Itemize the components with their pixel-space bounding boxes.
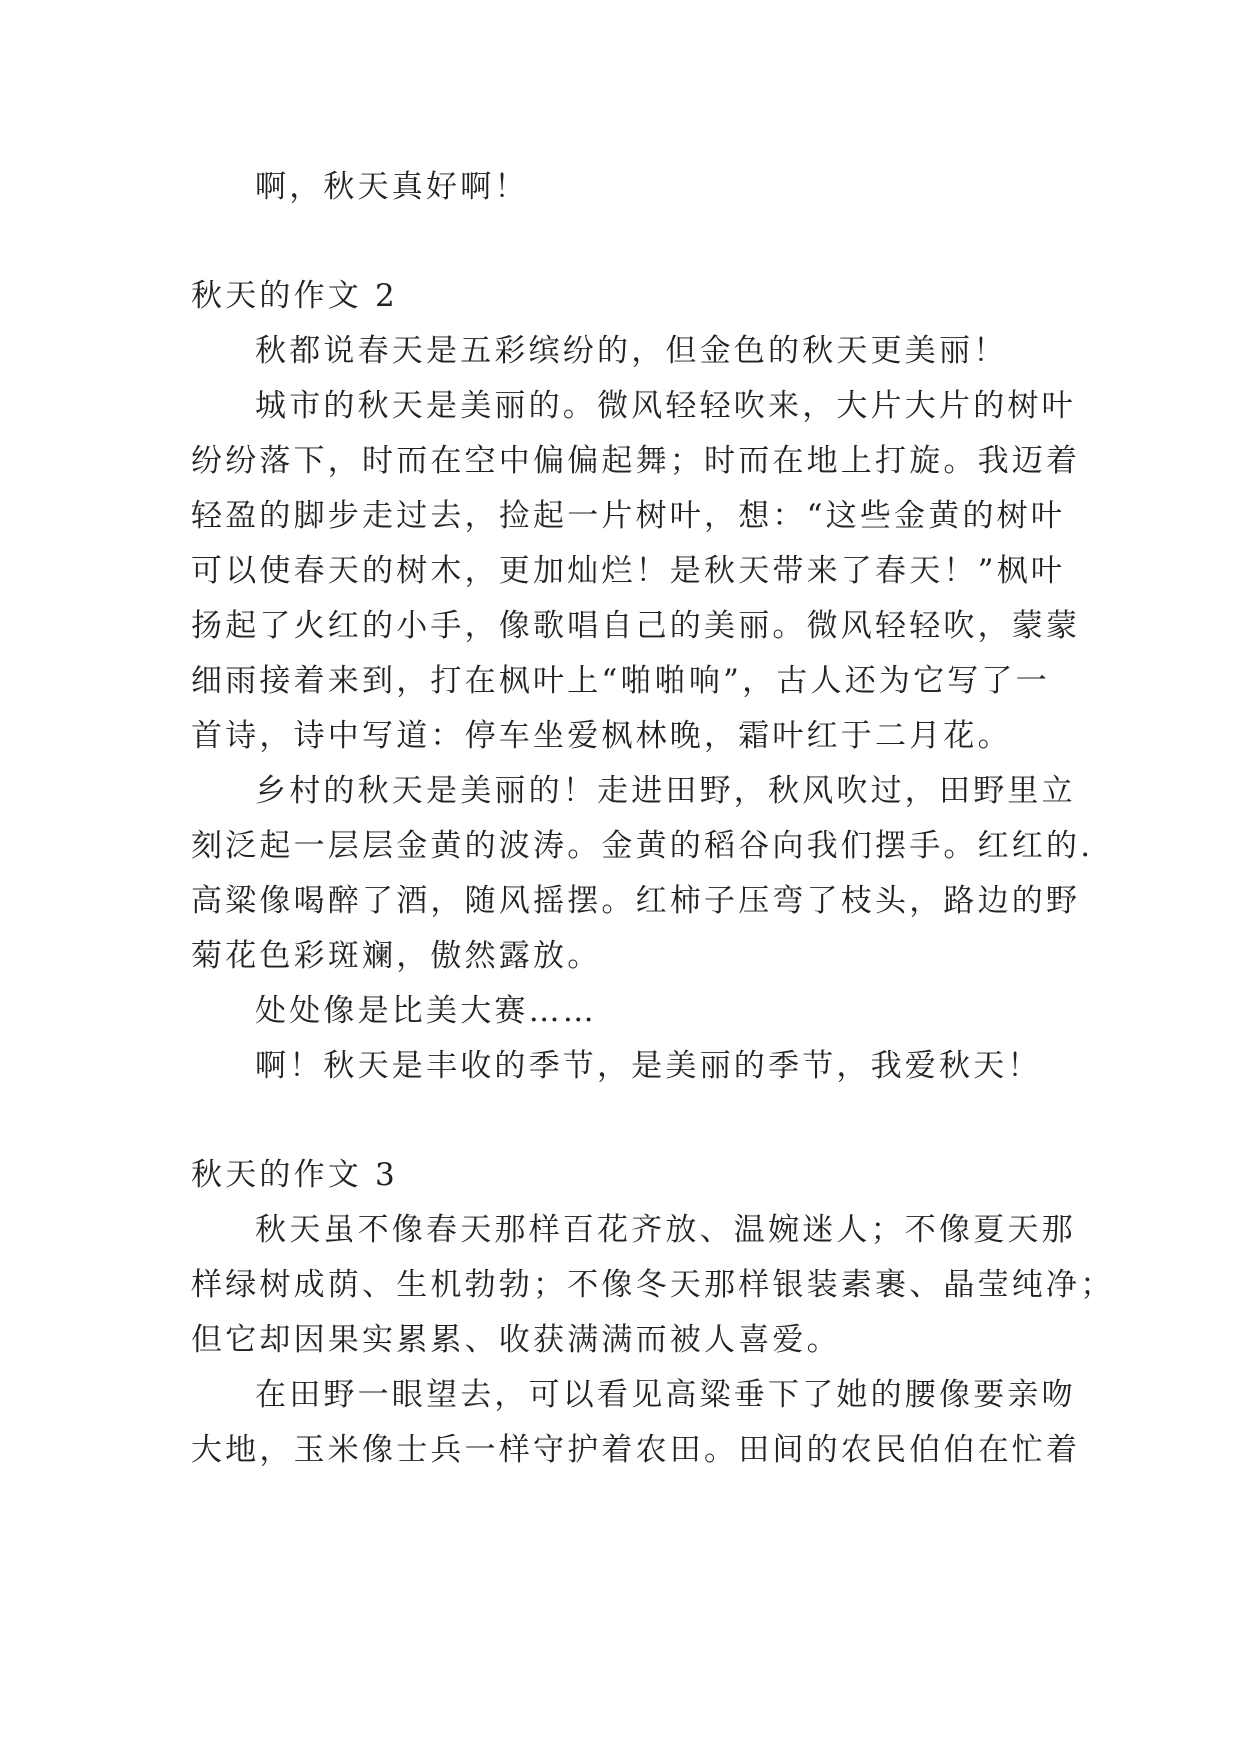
essay-3-paragraph-2 xyxy=(191,1368,1081,1478)
paragraph-line: 秋都说春天是五彩缤纷的，但金色的秋天更美丽！ xyxy=(255,333,1008,369)
essay-3-title: 秋天的作文 3 xyxy=(191,1157,398,1193)
paragraph-line: 但它却因果实累累、收获满满而被人喜爱。 xyxy=(191,1322,841,1358)
paragraph-line: 扬起了火红的小手，像歌唱自己的美丽。微风轻轻吹，蒙蒙 xyxy=(191,608,1081,644)
paragraph-line: 大地，玉米像士兵一样守护着农田。田间的农民伯伯在忙着 xyxy=(191,1432,1081,1468)
paragraph-line: 秋天虽不像春天那样百花齐放、温婉迷人；不像夏天那 xyxy=(255,1212,1076,1248)
essay-3-paragraph-1 xyxy=(191,1203,1115,1368)
paragraph-line: 细雨接着来到，打在枫叶上“啪啪响”，古人还为它写了一 xyxy=(191,663,1050,699)
paragraph-line: 乡村的秋天是美丽的！走进田野，秋风吹过，田野里立 xyxy=(255,773,1076,809)
essay-2-paragraph-5 xyxy=(191,1039,1051,1094)
essay-2-paragraph-3 xyxy=(191,764,1094,984)
paragraph-line: 纷纷落下，时而在空中偏偏起舞；时而在地上打旋。我迈着 xyxy=(191,443,1081,479)
section-gap xyxy=(191,215,1051,269)
paragraph-line: 样绿树成荫、生机勃勃；不像冬天那样银装素裹、晶莹纯净； xyxy=(191,1267,1115,1303)
paragraph-line: 可以使春天的树木，更加灿烂！是秋天带来了春天！”枫叶 xyxy=(191,553,1066,589)
essay-2-paragraph-2 xyxy=(191,379,1081,764)
paragraph-line: 菊花色彩斑斓，傲然露放。 xyxy=(191,938,602,974)
paragraph-line: 首诗，诗中写道：停车坐爱枫林晚，霜叶红于二月花。 xyxy=(191,718,1012,754)
essay-2-paragraph-4 xyxy=(191,984,1051,1039)
essay-2-paragraph-1 xyxy=(191,324,1051,379)
paragraph-line: 高粱像喝醉了酒，随风摇摆。红柿子压弯了枝头，路边的野 xyxy=(191,883,1081,919)
paragraph-line: 在田野一眼望去，可以看见高粱垂下了她的腰像要亲吻 xyxy=(255,1377,1076,1413)
paragraph-line: 城市的秋天是美丽的。微风轻轻吹来，大片大片的树叶 xyxy=(255,388,1076,424)
paragraph-line: 轻盈的脚步走过去，捡起一片树叶，想：“这些金黄的树叶 xyxy=(191,498,1066,534)
section-gap xyxy=(191,1094,1051,1148)
document-body xyxy=(191,160,1115,1478)
paragraph-line: 啊！秋天是丰收的季节，是美丽的季节，我爱秋天！ xyxy=(255,1048,1042,1084)
paragraph-line: 处处像是比美大赛…… xyxy=(255,993,597,1029)
essay-2-title: 秋天的作文 2 xyxy=(191,278,398,314)
paragraph-line: 刻泛起一层层金黄的波涛。金黄的稻谷向我们摆手。红红的. xyxy=(191,828,1094,864)
closing-line: 啊，秋天真好啊！ xyxy=(255,169,529,205)
